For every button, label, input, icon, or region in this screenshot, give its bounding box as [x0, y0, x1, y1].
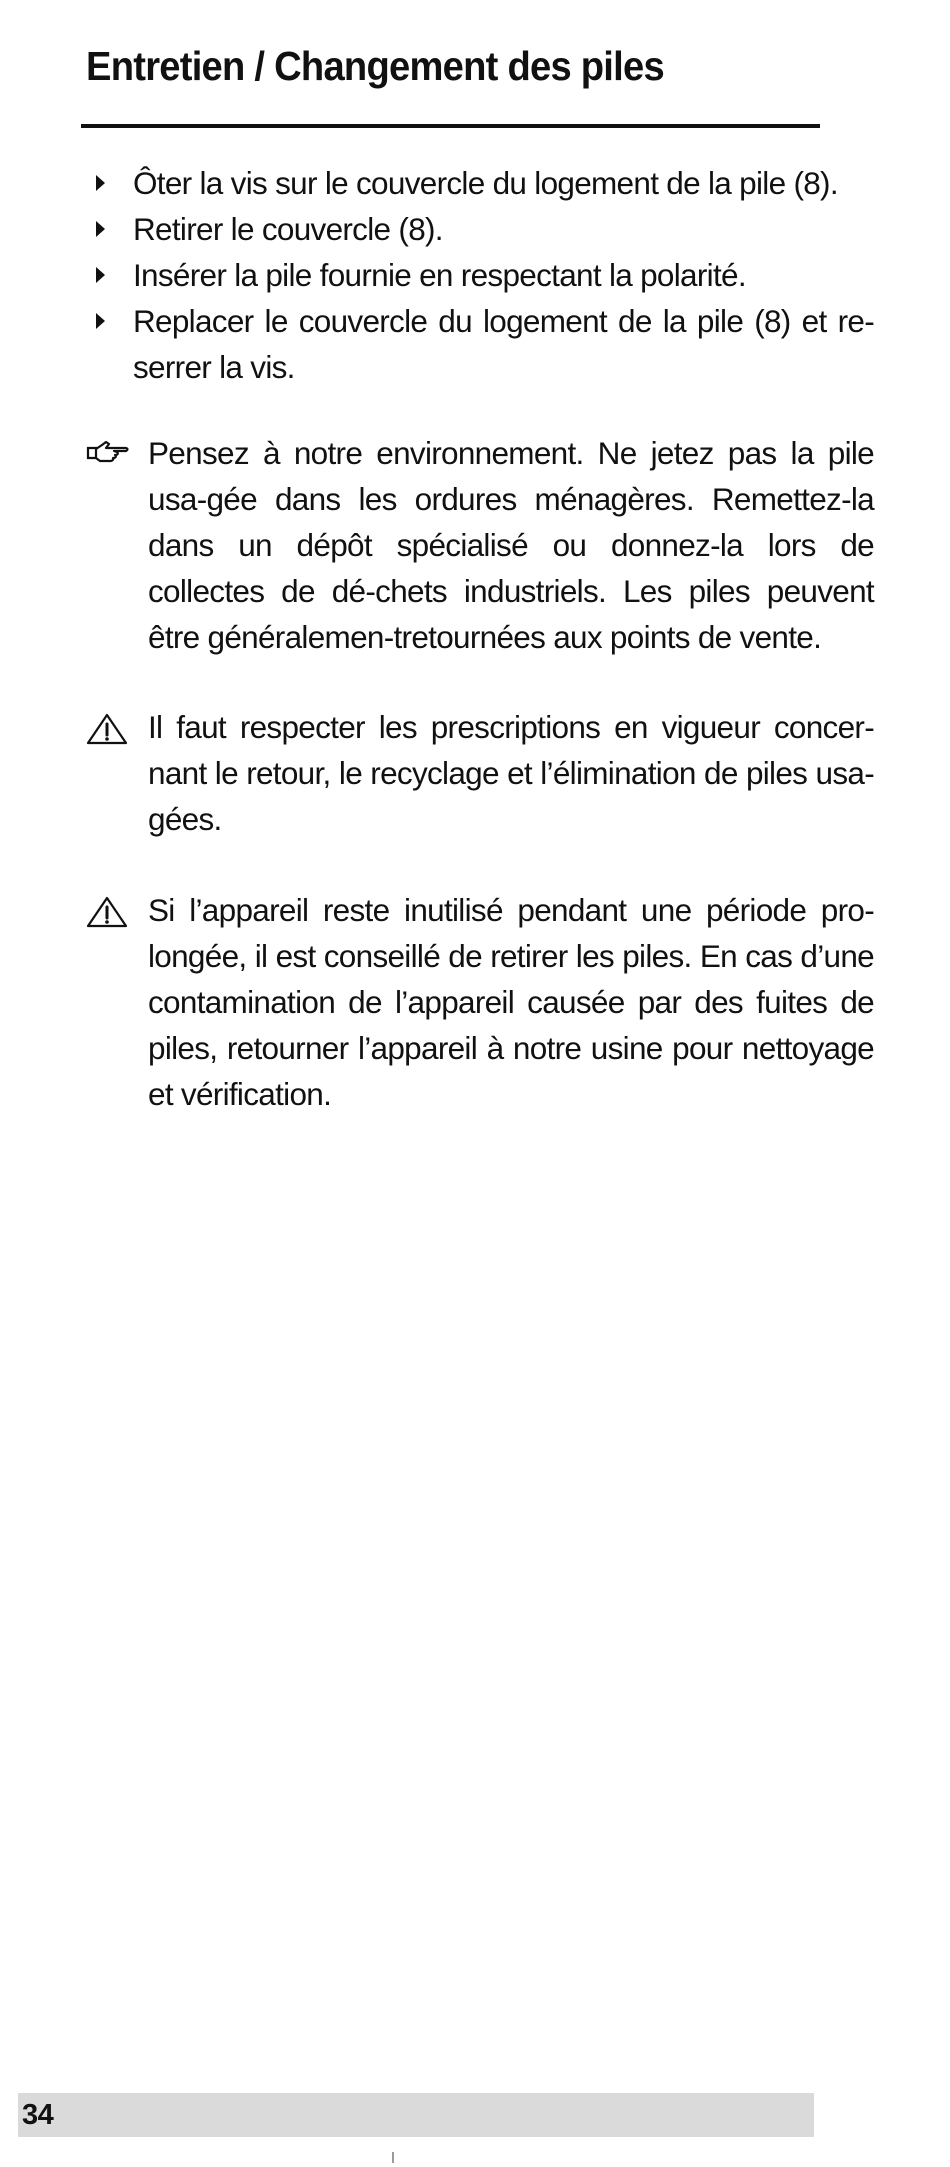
warning-icon: [86, 895, 130, 929]
instruction-text: Ôter la vis sur le couvercle du logement de la pile (8).: [133, 165, 838, 201]
instruction-step: [86, 252, 874, 298]
triangle-bullet-icon: [96, 221, 105, 237]
triangle-bullet-icon: [96, 267, 105, 283]
environment-note: [86, 430, 874, 660]
page-title: Entretien / Changement des piles: [86, 43, 664, 89]
instruction-step: [86, 298, 874, 390]
pointing-hand-icon: [86, 438, 130, 472]
instruction-list: [86, 160, 874, 390]
instruction-text: Insérer la pile fournie en respectant la polarité.: [133, 257, 746, 293]
page-footer: [18, 2093, 814, 2137]
scan-mark: [392, 2152, 394, 2163]
instruction-step: [86, 160, 874, 206]
warning-icon: [86, 712, 130, 746]
note-text: Il faut respecter les prescriptions en vigueur concer-nant le retour, le recyclage et l’élimination de piles usa-gées.: [148, 709, 874, 837]
instruction-text: Retirer le couvercle (8).: [133, 211, 443, 247]
title-underline: [81, 124, 820, 128]
recycling-warning: [86, 704, 874, 842]
instruction-text: Replacer le couvercle du logement de la pile (8) et re-serrer la vis.: [133, 303, 874, 385]
storage-warning: [86, 887, 874, 1117]
note-text: Pensez à notre environnement. Ne jetez pas la pile usa-gée dans les ordures ménagères. Remettez-la dans un dépôt spécialisé ou donnez-la lors de collectes de dé-chets industriels. Les piles peuvent être généralemen-tretournées aux points de vente.: [148, 435, 874, 655]
note-text: Si l’appareil reste inutilisé pendant une période pro-longée, il est conseillé de retirer les piles. En cas d’une contamination de l’appareil causée par des fuites de piles, retourner l’appareil à notre usine pour nettoyage et vérification.: [148, 892, 874, 1112]
page-number: 34: [22, 2099, 54, 2131]
triangle-bullet-icon: [96, 175, 105, 191]
triangle-bullet-icon: [96, 313, 105, 329]
instruction-step: [86, 206, 874, 252]
